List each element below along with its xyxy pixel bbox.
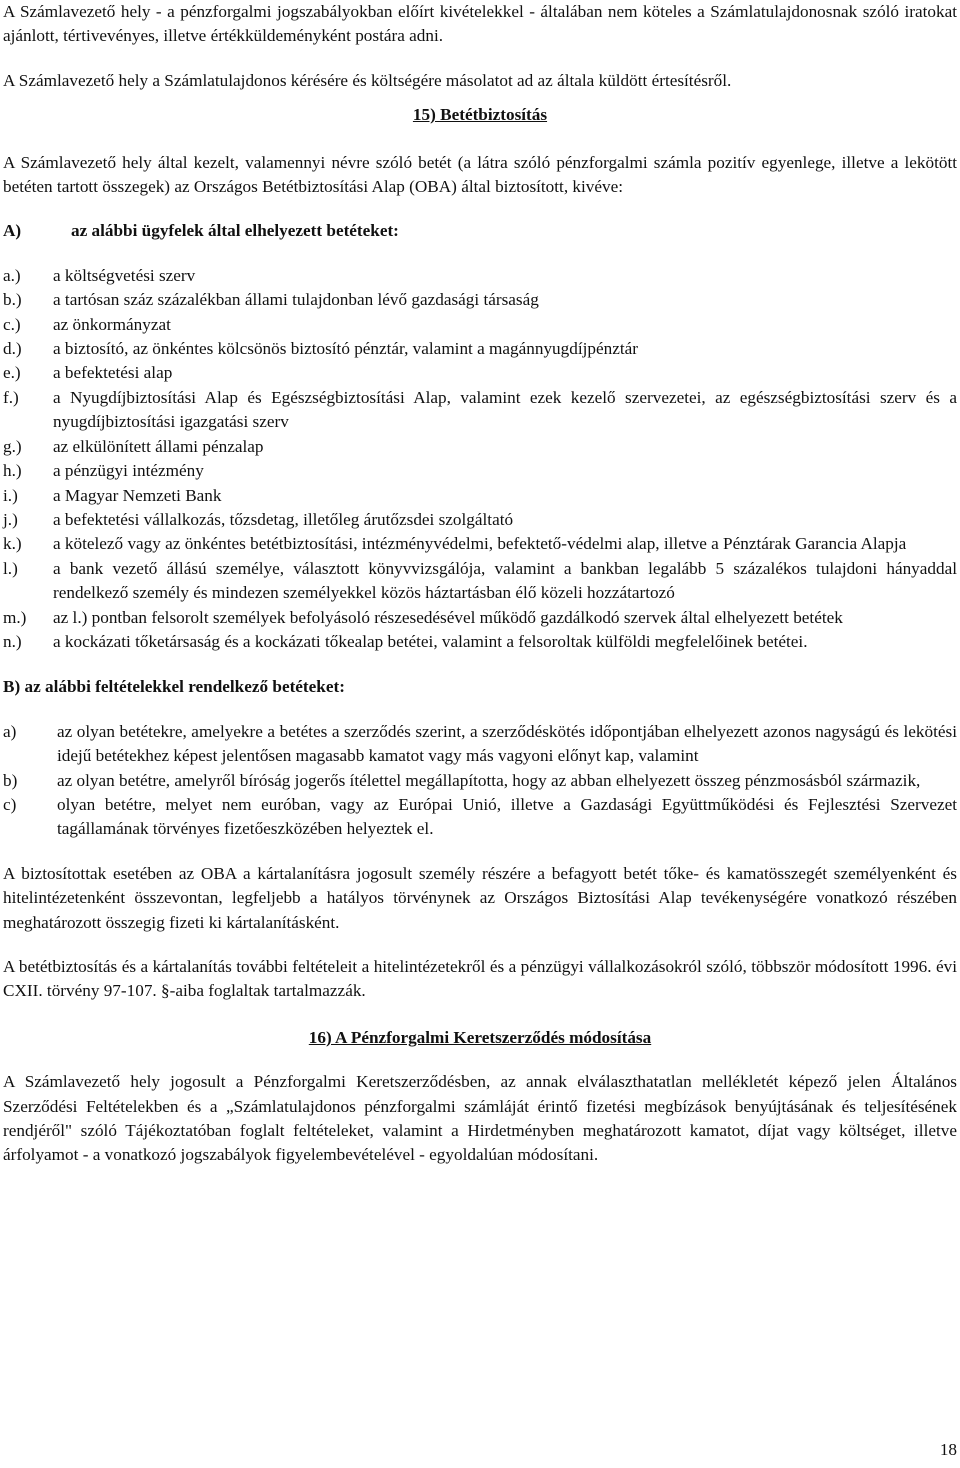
list-item-label: b) — [3, 770, 18, 790]
section-15-list-a — [3, 264, 957, 655]
list-item — [3, 313, 957, 337]
section-16-paragraph-1: A Számlavezető hely jogosult a Pénzforgalmi Keretszerződésben, az annak elválaszthatatlan mellékletét képező jelen Általános Szerződési Feltételekben és a „Számlatulajdonos pénzforgalmi számláját érintő fizetési megbízások benyújtásának és teljesítésének rendjéről" szóló Tájékoztatóban foglalt feltételeket, valamint a Hirdetményben meghatározott kamatot, díjat vagy költséget, illetve árfolyamot - a vonatkozó jogszabályok figyelembevételével - egyoldalúan módosítani. — [3, 1072, 957, 1165]
list-item — [3, 557, 957, 606]
list-item-text: az l.) pontban felsorolt személyek befolyásoló részesedésével működő gazdálkodó szervek által elhelyezett betétek — [53, 607, 843, 627]
list-item — [3, 606, 957, 630]
list-item — [3, 337, 957, 361]
list-item — [3, 361, 957, 385]
list-item-text: a befektetési vállalkozás, tőzsdetag, illetőleg árutőzsdei szolgáltató — [53, 509, 514, 529]
list-item-label: a) — [3, 721, 17, 741]
section-16-title: 16) A Pénzforgalmi Keretszerződés módosítása — [308, 1027, 652, 1047]
list-item-text: a befektetési alap — [53, 363, 173, 383]
list-item — [3, 720, 957, 769]
list-item-label: b.) — [3, 290, 22, 310]
list-item-label: j.) — [3, 509, 18, 529]
list-item — [3, 459, 957, 483]
list-item-text: a kockázati tőketársaság és a kockázati tőkealap betétei, valamint a felsoroltak külföldi megfelelőinek betétei. — [53, 631, 808, 651]
list-item-label: n.) — [3, 631, 22, 651]
document-page — [3, 0, 957, 1168]
list-item-text: az olyan betétre, amelyről bíróság jogerős ítélettel megállapította, hogy az abban elhelyezett összeg pénzmosásból származik, — [57, 770, 921, 790]
list-item-label: g.) — [3, 436, 22, 456]
section-15-paragraph-3: A betétbiztosítás és a kártalanítás további feltételeit a hitelintézetekről és a pénzügyi vállalkozásokról szóló, többször módosított 1996. évi CXII. törvény 97-107. §-aiba foglaltak tartalmazzák. — [3, 957, 957, 1001]
list-item-label: f.) — [3, 387, 19, 407]
list-item-label: h.) — [3, 461, 22, 481]
section-15-title: 15) Betétbiztosítás — [412, 105, 548, 125]
list-item-label: a.) — [3, 265, 21, 285]
list-item-text: az elkülönített állami pénzalap — [53, 436, 264, 456]
list-item-text: az olyan betétekre, amelyekre a betétes a szerződés szerint, a szerződéskötés időpontjában elhelyezett azonos nagyságú és lekötési idejű betétekhez képest jelentősen magasabb kamatot vagy más vagyoni előnyt kap, valamint — [57, 721, 957, 766]
list-item — [3, 386, 957, 435]
list-item-label: k.) — [3, 534, 22, 554]
list-item — [3, 630, 957, 654]
list-item-label: c) — [3, 794, 17, 814]
list-item-text: a tartósan száz százalékban állami tulajdonban lévő gazdasági társaság — [53, 290, 539, 310]
list-item-label: l.) — [3, 558, 18, 578]
list-item-text: az önkormányzat — [53, 314, 171, 334]
list-item — [3, 532, 957, 556]
section-15-paragraph-1: A Számlavezető hely által kezelt, valamennyi névre szóló betét (a látra szóló pénzforgalmi számla pozitív egyenlege, illetve a lekötött betéten tartott összegek) az Országos Betétbiztosítási Alap (OBA) által biztosított, kivéve: — [3, 152, 957, 197]
list-item-text: a pénzügyi intézmény — [53, 461, 204, 481]
page-number: 18 — [939, 1440, 957, 1459]
list-item — [3, 508, 957, 532]
group-a-text: az alábbi ügyfelek által elhelyezett betéteket: — [71, 221, 399, 241]
list-item — [3, 264, 957, 288]
list-item-text: olyan betétre, melyet nem euróban, vagy az Európai Unió, illetve a Gazdasági Együttműködési és Fejlesztési Szervezet tagállamának törvényes fizetőeszközében helyeztek el. — [57, 794, 957, 839]
section-15-group-a-heading — [3, 219, 957, 243]
list-item-label: m.) — [3, 607, 27, 627]
list-item-text: a kötelező vagy az önkéntes betétbiztosítási, intézményvédelmi, befektető-védelmi alap, illetve a Pénztárak Garancia Alapja — [53, 534, 907, 554]
list-item-label: i.) — [3, 485, 18, 505]
section-15-heading — [3, 103, 957, 127]
section-15-list-b — [3, 720, 957, 842]
list-item-label: d.) — [3, 339, 22, 359]
list-item-label: e.) — [3, 363, 21, 383]
group-a-label: A) — [3, 221, 22, 241]
list-item-text: a biztosító, az önkéntes kölcsönös biztosító pénztár, valamint a magánnyugdíjpénztár — [53, 339, 638, 359]
section-15-group-b-heading: B) az alábbi feltételekkel rendelkező betéteket: — [3, 677, 345, 697]
list-item — [3, 288, 957, 312]
intro-paragraph-2: A Számlavezető hely a Számlatulajdonos kérésére és költségére másolatot ad az általa küldött értesítésről. — [3, 70, 732, 90]
list-item-text: a költségvetési szerv — [53, 265, 196, 285]
list-item — [3, 793, 957, 842]
list-item — [3, 769, 957, 793]
intro-paragraph-1: A Számlavezető hely - a pénzforgalmi jogszabályokban előírt kivételekkel - általában nem köteles a Számlatulajdonosnak szóló iratokat ajánlott, tértivevényes, illetve értékküldeményként postára adni. — [3, 2, 957, 46]
list-item-label: c.) — [3, 314, 21, 334]
list-item-text: a bank vezető állású személye, választott könyvvizsgálója, valamint a bankban legalább 5 százalékos tulajdoni hányaddal rendelkező személy és mindezen személyekkel közös háztartásban élő közeli hozzátartozó — [53, 558, 957, 603]
section-15-paragraph-2: A biztosítottak esetében az OBA a kártalanításra jogosult személy részére a befagyott betét tőke- és kamatösszegét személyenként és hitelintézetenként összevontan, legfeljebb a hatályos törvénynek az Országos Biztosítási Alap tevékenységére vonatkozó részében meghatározott összegig fizeti ki kártalanításként. — [3, 863, 957, 932]
list-item — [3, 435, 957, 459]
list-item-text: a Nyugdíjbiztosítási Alap és Egészségbiztosítási Alap, valamint ezek kezelő szervezetei, az egészségbiztosítási szerv és a nyugdíjbiztosítási igazgatási szerv — [53, 387, 957, 432]
list-item — [3, 484, 957, 508]
section-16-heading — [3, 1026, 957, 1050]
list-item-text: a Magyar Nemzeti Bank — [53, 485, 222, 505]
